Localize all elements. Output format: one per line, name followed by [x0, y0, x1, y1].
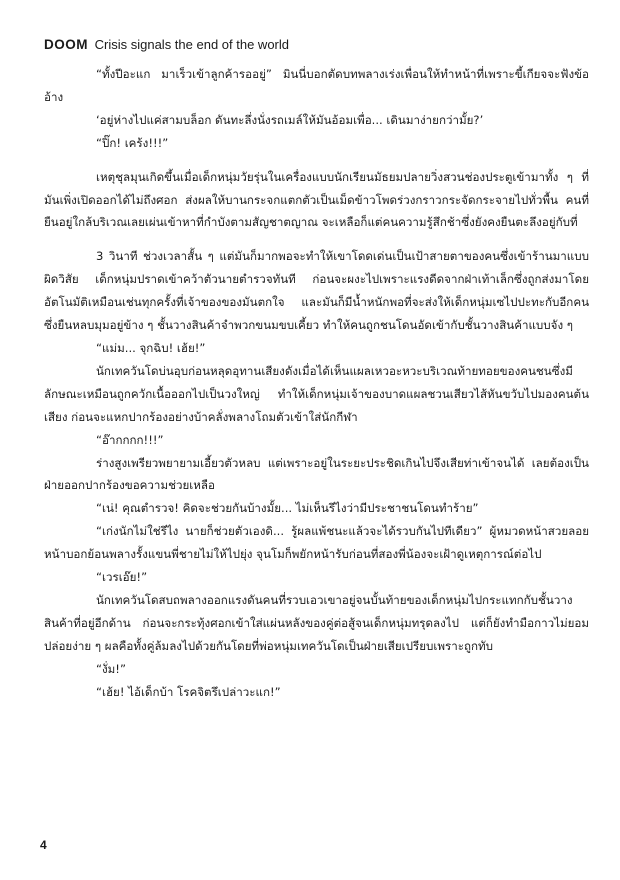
paragraph: “เก่งนักไม่ใช่รึไง นายก็ช่วยตัวเองดิ... รู้ผลแพ้ชนะแล้วจะได้รวบกันไปทีเดียว” ผู้หมวดหน้าสวยลอยหน้าบอกย้อนพลางรั้งแขนพี่ชายไม่ให้ไปยุ่ง จุนโมก็พยักหน้ารับก่อนที่สองพี่น้องจะเฝ้าดูเหตุการณ์ต่อไป	[44, 524, 589, 562]
paragraph: “อ๊ากกกก!!!”	[96, 432, 164, 447]
page-number: 4	[40, 838, 47, 852]
paragraph: ร่างสูงเพรียวพยายามเอี้ยวตัวหลบ แต่เพราะอยู่ในระยะประชิดเกินไปจึงเสียท่าเข้าจนได้ เลยต้องเป็นฝ่ายออกปากร้องขอความช่วยเหลือ	[44, 455, 589, 493]
paragraph: เหตุชุลมุนเกิดขึ้นเมื่อเด็กหนุ่มวัยรุ่นในเครื่องแบบนักเรียนมัธยมปลายวิ่งสวนช่องประตูเข้ามาทั้ง ๆ ที่มันเพิ่งเปิดออกได้ไม่ถึงศอก ส่งผลให้บานกระจกแตกตัวเป็นเม็ดข้าวโพดร่วงกราวกระจัดกระจายไปทั่วพื้น คนที่ยืนอยู่ใกล้บริเวณเลยเผ่นเข้าหาที่กำบังตามสัญชาตญาณ จะเหลือก็แต่คนความรู้สึกช้าซึ่งยังคงยืนตะลึงอยู่กับที่	[44, 169, 589, 230]
paragraph: ‘อยู่ห่างไปแค่สามบล็อก ดันทะลึ่งนั่งรถเมล์ให้มันอ้อมเพื่อ... เดินมาง่ายกว่ามั้ย?’	[96, 112, 484, 127]
paragraph: นักเทควันโดสบถพลางออกแรงดันคนที่รวบเอวเขาอยู่จนบั้นท้ายของเด็กหนุ่มไปกระแทกกับชั้นวางสินค้าที่อยู่อีกด้าน ก่อนจะกระทุ้งศอกเข้าใส่แผ่นหลังของคู่ต่อสู้จนเด็กหนุ่มทรุดลงไป แต่ก็ยังทำมือกาวไม่ยอมปล่อยง่าย ๆ ผลคือทั้งคู่ล้มลงไปด้วยกันโดยที่พ่อหนุ่มเทควันโดเป็นฝ่ายเสียเปรียบเพราะถูกทับ	[44, 592, 589, 653]
paragraph: นักเทควันโดบ่นอุบก่อนหลุดอุทานเสียงดังเมื่อได้เห็นแผลเหวอะหวะบริเวณท้ายทอยของคนชนซึ่งมีลักษณะเหมือนถูกควักเนื้อออกไปเป็นวงใหญ่ ทำให้เด็กหนุ่มเจ้าของบาดแผลชวนเสียวไส้หันขวับไปมองคนต้นเสียง ก่อนจะแหกปากร้องอย่างบ้าคลั่งพลางโถมตัวเข้าใส่นักกีฬา	[44, 363, 589, 424]
paragraph: “ทั้งปีอะแก มาเร็วเข้าลูกค้ารออยู่” มินนี่บอกตัดบทพลางเร่งเพื่อนให้ทำหน้าที่เพราะขี้เกียจจะฟังข้ออ้าง	[44, 67, 589, 104]
paragraph: “แม่ม... จุกฉิบ! เฮ้ย!”	[96, 340, 206, 355]
header-subtitle: Crisis signals the end of the world	[94, 37, 289, 52]
paragraph: “เฮ้ย! ไอ้เด็กบ้า โรคจิตรึเปล่าวะแก!”	[96, 684, 281, 699]
paragraph: “เวรเอ๊ย!”	[96, 570, 148, 585]
paragraph: “ปิ๊ก! เคร้ง!!!”	[96, 135, 169, 150]
header-brand: DOOM	[44, 37, 88, 52]
paragraph: “เน่! คุณตำรวจ! คิดจะช่วยกันบ้างมั้ย... ไม่เห็นรึไงว่ามีประชาชนโดนทำร้าย”	[96, 501, 479, 516]
running-header	[44, 37, 289, 52]
paragraph: “งั่ม!”	[96, 661, 126, 676]
body-text	[44, 63, 589, 703]
paragraph: 3 วินาที ช่วงเวลาสั้น ๆ แต่มันก็มากพอจะทำให้เขาโดดเด่นเป็นเป้าสายตาของคนซึ่งเข้าร้านมาแบบผิดวิสัย เด็กหนุ่มปราดเข้าคว้าตัวนายตำรวจทันที ก่อนจะผงะไปเพราะแรงดีดจากฝ่าเท้าเล็กซึ่งถูกส่งมาโดยอัตโนมัติเหมือนเช่นทุกครั้งที่เจ้าของของมันตกใจ และมันก็มีน้ำหนักพอที่จะส่งให้เด็กหนุ่มเซไปปะทะกับอีกคนซึ่งยืนหลบมุมอยู่ข้าง ๆ ชั้นวางสินค้าจำพวกขนมขบเคี้ยว ทำให้คนถูกชนโดนอัดเข้ากับชั้นวางสินค้าแบบจัง ๆ	[44, 249, 589, 333]
